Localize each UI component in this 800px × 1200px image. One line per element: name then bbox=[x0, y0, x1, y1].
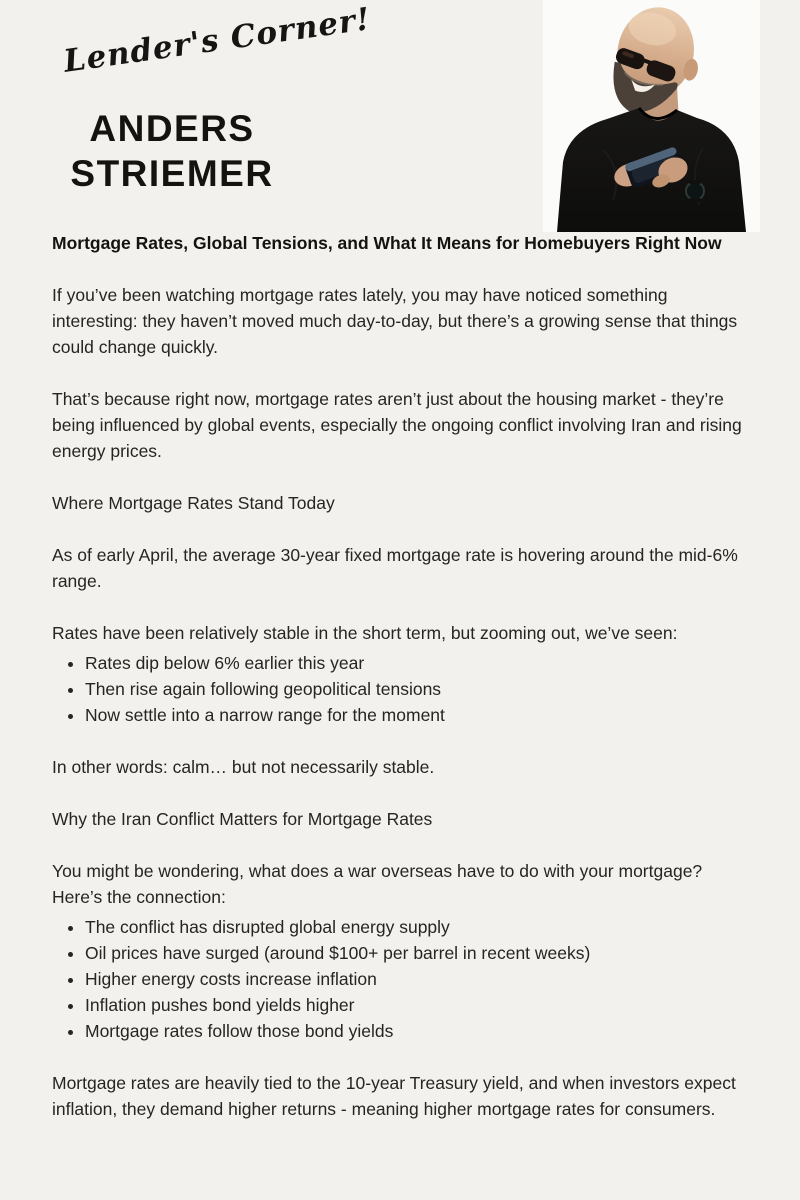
article-title: Mortgage Rates, Global Tensions, and What It Means for Homebuyers Right Now bbox=[52, 233, 722, 253]
man-with-phone-illustration bbox=[543, 0, 760, 232]
paragraph-april-rate: As of early April, the average 30-year fixed mortgage rate is hovering around the mid-6% range. bbox=[52, 545, 738, 591]
author-name bbox=[52, 106, 292, 196]
paragraph-zooming-out: Rates have been relatively stable in the short term, but zooming out, we’ve seen: bbox=[52, 623, 678, 643]
article-body bbox=[52, 230, 750, 1122]
author-name-line1: ANDERS bbox=[89, 108, 255, 149]
list-item: • Higher energy costs increase inflation bbox=[85, 966, 750, 992]
list-item: • Now settle into a narrow range for the moment bbox=[85, 702, 750, 728]
list-item: • The conflict has disrupted global energy supply bbox=[85, 914, 750, 940]
list-rate-trends bbox=[52, 650, 750, 728]
paragraph-calm: In other words: calm… but not necessarily stable. bbox=[52, 757, 435, 777]
paragraph-intro: If you’ve been watching mortgage rates lately, you may have noticed something interesting: they haven’t moved much day-to-day, but there’s a growing sense that things could change quickly. bbox=[52, 285, 738, 357]
section-heading-iran-conflict: Why the Iran Conflict Matters for Mortgage Rates bbox=[52, 809, 433, 829]
paragraph-global-events: That’s because right now, mortgage rates aren’t just about the housing market - they’re being influenced by global events, especially the ongoing conflict involving Iran and rising energy prices. bbox=[52, 389, 742, 461]
author-name-line2: STRIEMER bbox=[70, 153, 274, 194]
author-photo bbox=[543, 0, 760, 232]
list-item: • Then rise again following geopolitical tensions bbox=[85, 676, 750, 702]
list-item: • Mortgage rates follow those bond yields bbox=[85, 1018, 750, 1044]
script-title: Lender's Corner! bbox=[61, 1, 373, 80]
paragraph-wondering: You might be wondering, what does a war overseas have to do with your mortgage? bbox=[52, 861, 703, 881]
list-item: • Oil prices have surged (around $100+ per barrel in recent weeks) bbox=[85, 940, 750, 966]
paragraph-treasury-yield: Mortgage rates are heavily tied to the 10-year Treasury yield, and when investors expect inflation, they demand higher returns - meaning higher mortgage rates for consumers. bbox=[52, 1073, 736, 1119]
section-heading-rates-today: Where Mortgage Rates Stand Today bbox=[52, 493, 335, 513]
list-item: • Inflation pushes bond yields higher bbox=[85, 992, 750, 1018]
paragraph-connection: Here’s the connection: bbox=[52, 887, 226, 907]
list-item: • Rates dip below 6% earlier this year bbox=[85, 650, 750, 676]
list-connection-chain bbox=[52, 914, 750, 1044]
